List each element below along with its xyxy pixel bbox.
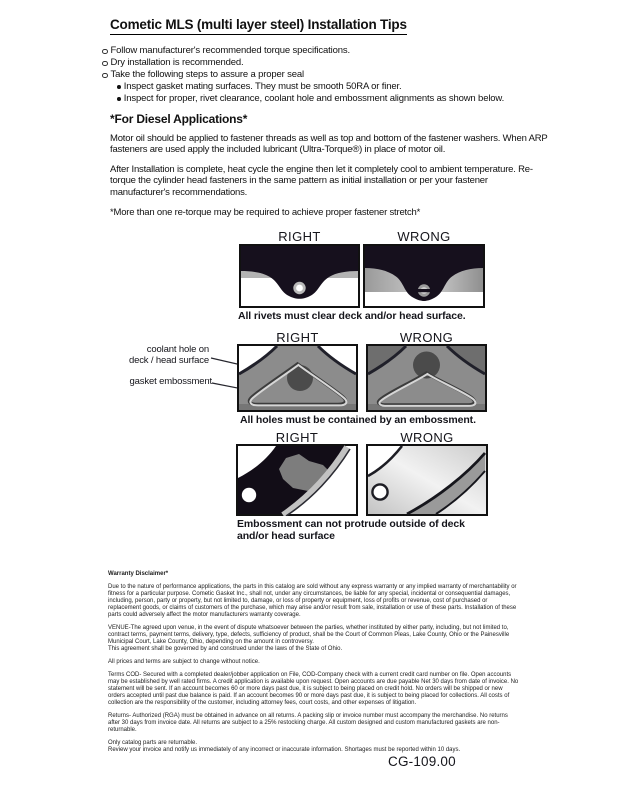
annotation-text: deck / head surface <box>128 354 209 366</box>
annotation-text: gasket embossment <box>129 376 212 387</box>
coolant-hole-annotation <box>59 345 209 366</box>
warranty-paragraph: Returns- Authorized (RGA) must be obtained in advance on all returns. A packing slip or invoice number must accompany the merchandise. No returns after 30 days from invoice date. All returns are subject to a 25% restocking charge. All custom designed and custom manufactured gaskets are non-returnable. <box>108 713 508 733</box>
list-item <box>102 69 504 81</box>
diagram-protrusion-wrong <box>366 444 488 516</box>
list-item <box>117 81 504 93</box>
dot-bullet-icon <box>117 97 121 101</box>
annotation-text: coolant hole on <box>146 344 209 355</box>
right-label: RIGHT <box>276 330 319 345</box>
diesel-applications-section <box>110 114 548 226</box>
circle-bullet-icon <box>102 61 108 67</box>
document-number: CG-109.00 <box>388 754 456 769</box>
caption-text: Embossment can not protrude outside of deck <box>237 518 465 530</box>
tip-text: Follow manufacturer's recommended torque specifications. <box>110 45 350 56</box>
diagram-embossment-right <box>237 344 358 412</box>
diagram-rivet-right <box>239 244 360 308</box>
warranty-text: Only catalog parts are returnable. <box>108 740 198 746</box>
installation-tips-list <box>102 45 504 105</box>
warranty-paragraph <box>108 625 520 653</box>
warranty-text: VENUE-The agreed upon venue, in the event of dispute whatsoever between the parties, whether instituted by either party, including, but not limited to, contract terms, payment terms, delivery, type, defects, sufficiency of product, shall be the Court of Common Pleas, Lake County, Ohio or the Painesville Municipal Court, Lake County, Ohio, depending on the amount in controversy. <box>108 625 510 645</box>
right-label: RIGHT <box>278 229 321 244</box>
wrong-label: WRONG <box>399 330 454 345</box>
gasket-embossment-annotation <box>59 377 212 388</box>
warranty-paragraph: All prices and terms are subject to change without notice. <box>108 659 260 665</box>
circle-bullet-icon <box>102 49 108 55</box>
tip-text: Inspect gasket mating surfaces. They must be smooth 50RA or finer. <box>123 81 402 92</box>
warranty-text: Review your invoice and notify us immediately of any incorrect or inaccurate information. Shortages must be reported within 10 days. <box>108 747 461 753</box>
diagram-caption: All holes must be contained by an embossment. <box>240 414 476 426</box>
right-label: RIGHT <box>275 430 319 445</box>
warranty-paragraph <box>108 740 520 754</box>
paragraph: After Installation is complete, heat cycle the engine then let it completely cool to ambient temperature. Re-torque the cylinder head fasteners in the same pattern as initial installation or per your fastener manufacturer's recommendations. <box>110 163 533 198</box>
wrong-label: WRONG <box>397 229 451 244</box>
warranty-paragraph: Terms COD- Secured with a completed dealer/jobber application on File, COD-Company check with a current credit card number on file. Open accounts may be established by well rated firms. A credit application is available upon request. Open accounts are due payable Net 30 days from date of invoice. No statement will be sent. If an account becomes 60 or more days past due, it is subject to being placed on credit hold. No orders will be shipped or new orders accepted until past due balance is paid. If an account becomes 90 or more days past due, it is subject to being placed for collections. All costs of collection are the responsibility of the customer, including attorney fees, court costs, and other expenses of litigation. <box>108 672 519 706</box>
paragraph: Motor oil should be applied to fastener threads as well as top and bottom of the fastener washers. When ARP fasteners are used apply the included lubricant (Ultra-Torque®) in place of motor oil. <box>110 132 548 156</box>
diagram-caption <box>237 519 497 542</box>
diagram-rivet-wrong <box>363 244 485 308</box>
caption-text: and/or head surface <box>237 529 335 542</box>
list-item <box>102 57 504 69</box>
list-item <box>102 45 504 57</box>
diagram-embossment-wrong <box>366 344 487 412</box>
warranty-text: This agreement shall be governed by and construed under the laws of the State of Ohio. <box>108 646 343 652</box>
warranty-disclaimer-section <box>108 571 520 760</box>
diagram-caption: All rivets must clear deck and/or head surface. <box>238 310 466 322</box>
paragraph: *More than one re-torque may be required to achieve proper fastener stretch* <box>110 206 421 218</box>
wrong-label: WRONG <box>400 430 454 445</box>
page-title: Cometic MLS (multi layer steel) Installation Tips <box>110 17 407 35</box>
warranty-heading: Warranty Disclaimer* <box>108 571 169 577</box>
diagram-protrusion-right <box>236 444 358 516</box>
tip-text: Take the following steps to assure a proper seal <box>110 69 304 80</box>
circle-bullet-icon <box>102 73 108 79</box>
tip-text: Dry installation is recommended. <box>110 57 244 68</box>
dot-bullet-icon <box>117 85 121 89</box>
section-heading: *For Diesel Applications* <box>110 112 248 126</box>
list-item <box>117 93 504 105</box>
tip-text: Inspect for proper, rivet clearance, coolant hole and embossment alignments as shown below. <box>123 93 505 104</box>
warranty-paragraph: Due to the nature of performance applications, the parts in this catalog are sold without any express warranty or any implied warranty of merchantability or fitness for a particular purpose. Cometic Gasket Inc., shall not, under any circumstances, be liable for any special, incidental or consequential damages, including, person, party or property, but not limited to, damage, or loss of property or equipment, loss of profits or revenue, cost of purchased or replacement goods, or claims of customers of the purchase, which may arise and/or result from sale, installation or use of these parts. Installation of these parts could adversely affect the motor manufacturers warranty coverage. <box>108 584 517 618</box>
